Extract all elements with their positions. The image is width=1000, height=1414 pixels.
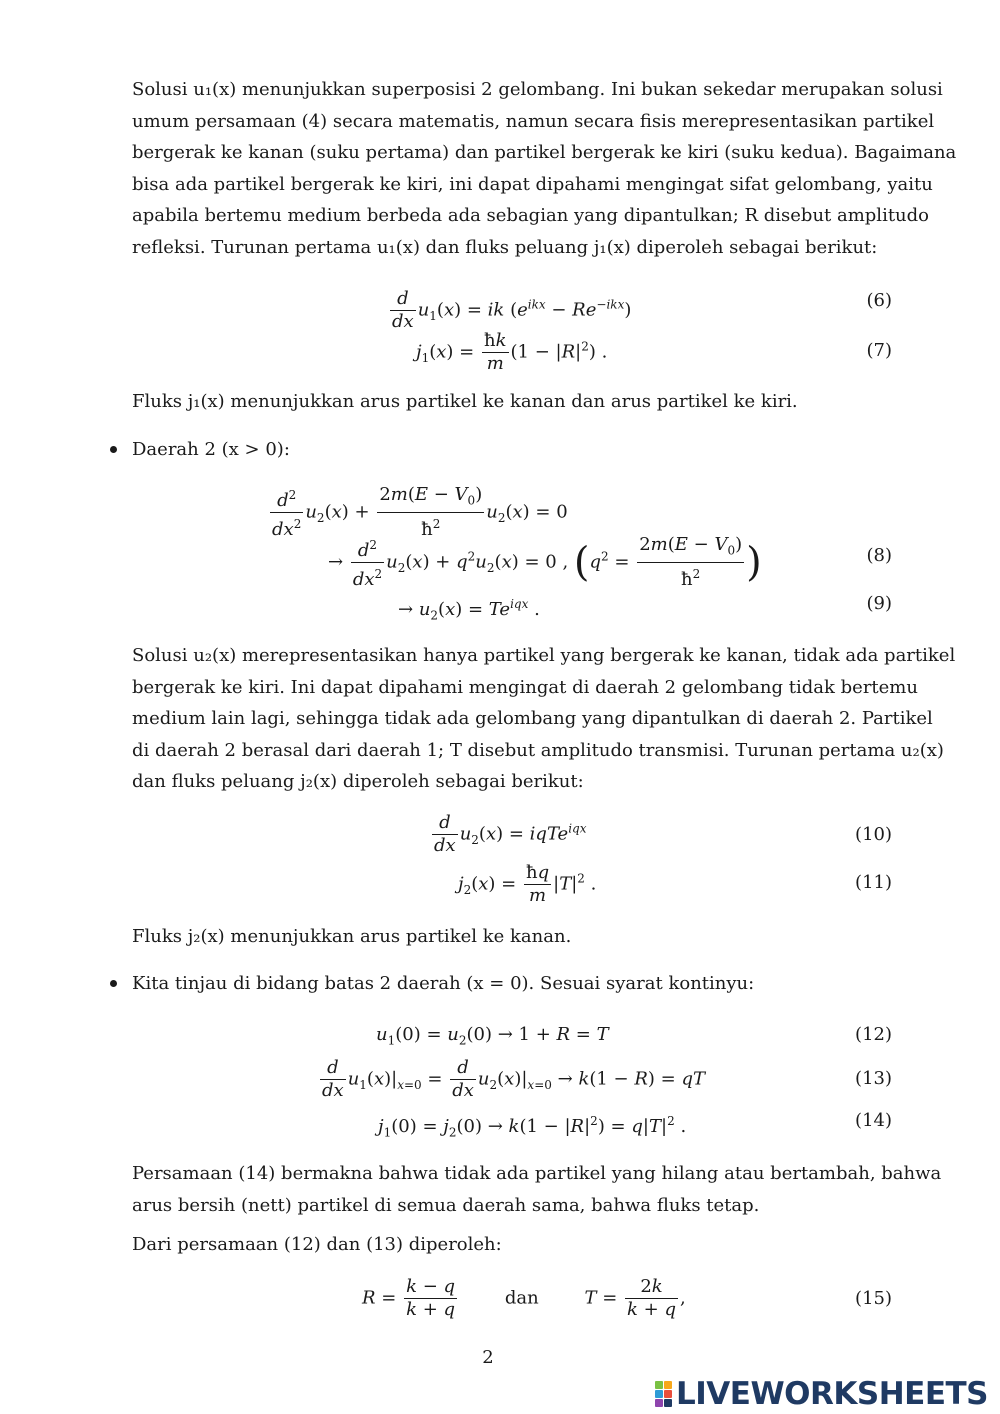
equation-number: (8) xyxy=(866,545,892,566)
equation-number: (6) xyxy=(866,290,892,311)
text-line: di daerah 2 berasal dari daerah 1; T disebut amplitudo transmisi. Turunan pertama u₂(x) xyxy=(132,739,944,761)
equation-number: (7) xyxy=(866,340,892,361)
equation-9: → $u_2(x) = Te^{iqx}$ . xyxy=(398,597,540,623)
equation-10: $\frac{d}{dx}$ $u_2(x)$ = iqTe$^{iqx}$ xyxy=(434,812,587,856)
equation-8a: $\frac{d^2}{dx^2}$ $u_2(x)$ + $\frac{2m(E - V_0)}{ħ^2}$ $u_2(x) = 0$ xyxy=(272,484,568,540)
equation-number: (10) xyxy=(855,824,892,845)
equation-8b: → $\frac{d^2}{dx^2}$ $u_2(x) + q^2u_2(x) = 0$ , ($q^2$ = $\frac{2m(E - V_0)}{ħ^2}$ ) xyxy=(328,534,762,590)
text-line: dan fluks peluang j₂(x) diperoleh sebagai berikut: xyxy=(132,771,584,793)
equation-number: (14) xyxy=(855,1110,892,1131)
equation-15: R = $\frac{k - q}{k + q}$ dan T = $\frac{2k}{k + q}$ , xyxy=(362,1276,686,1320)
equation-13: $\frac{d}{dx}$ $u_1(x)|_{x=0}$ = $\frac{d}{dx}$ $u_2(x)|_{x=0} \to k(1 - R)$ = qT xyxy=(322,1057,706,1101)
text-line: bergerak ke kiri. Ini dapat dipahami mengingat di daerah 2 gelombang tidak bertemu xyxy=(132,676,918,698)
text-line: Solusi u₂(x) merepresentasikan hanya partikel yang bergerak ke kanan, tidak ada partikel xyxy=(132,645,956,666)
text-line: bergerak ke kanan (suku pertama) dan partikel bergerak ke kiri (suku kedua). Bagaimana xyxy=(132,142,957,164)
equation-number: (11) xyxy=(855,872,892,893)
bullet-text: Kita tinjau di bidang batas 2 daerah (x = 0). Sesuai syarat kontinyu: xyxy=(132,973,755,994)
bullet-text: Daerah 2 (x > 0): xyxy=(132,439,290,460)
brand-text: LIVEWORKSHEETS xyxy=(676,1376,988,1412)
equation-11: $j_2(x)$ = $\frac{ħq}{m}$ $|T|^2$ . xyxy=(458,862,597,906)
liveworksheets-logo xyxy=(655,1376,988,1412)
equation-12: $u_1(0) = u_2(0) \to 1 + R = T$ xyxy=(376,1024,609,1048)
equation-number: (12) xyxy=(855,1024,892,1045)
equation-number: (9) xyxy=(866,593,892,614)
text-line: apabila bertemu medium berbeda ada sebagian yang dipantulkan; R disebut amplitudo xyxy=(132,205,930,227)
paragraph-2: Fluks j₁(x) menunjukkan arus partikel ke kanan dan arus partikel ke kiri. xyxy=(132,391,798,412)
text-line: arus bersih (nett) partikel di semua daerah sama, bahwa fluks tetap. xyxy=(132,1194,760,1216)
text-line: refleksi. Turunan pertama u₁(x) dan fluks peluang j₁(x) diperoleh sebagai berikut: xyxy=(132,236,878,258)
equation-14: $j_1(0) = j_2(0) \to k(1 - |R|^2) = q|T|^2$ . xyxy=(378,1114,687,1140)
paragraph-1 xyxy=(132,74,957,264)
text-line: umum persamaan (4) secara matematis, namun secara fisis merepresentasikan partikel xyxy=(132,110,935,132)
paragraph-4: Fluks j₂(x) menunjukkan arus partikel ke kanan. xyxy=(132,926,572,947)
text-line: bisa ada partikel bergerak ke kiri, ini dapat dipahami mengingat sifat gelombang, yaitu xyxy=(132,173,933,195)
text-line: Solusi u₁(x) menunjukkan superposisi 2 gelombang. Ini bukan sekedar merupakan solusi xyxy=(132,79,943,100)
equation-number: (15) xyxy=(855,1288,892,1309)
bullet xyxy=(110,446,117,453)
equation-6: $\frac{d}{dx}$ $u_1(x)$ = ik $(e^{ikx} - Re^{-ikx})$ xyxy=(392,288,632,332)
paragraph-6: Dari persamaan (12) dan (13) diperoleh: xyxy=(132,1234,502,1255)
text-line: Persamaan (14) bermakna bahwa tidak ada partikel yang hilang atau bertambah, bahwa xyxy=(132,1163,942,1184)
bullet xyxy=(110,980,117,987)
paragraph-5 xyxy=(132,1158,942,1221)
logo-icon xyxy=(655,1381,672,1407)
text-line: medium lain lagi, sehingga tidak ada gelombang yang dipantulkan di daerah 2. Partikel xyxy=(132,708,933,730)
page-number: 2 xyxy=(482,1347,494,1368)
equation-number: (13) xyxy=(855,1068,892,1089)
paragraph-3 xyxy=(132,640,956,798)
equation-7: $j_1(x)$ = $\frac{ħk}{m}$ $(1 - |R|^2)$ . xyxy=(416,330,608,374)
